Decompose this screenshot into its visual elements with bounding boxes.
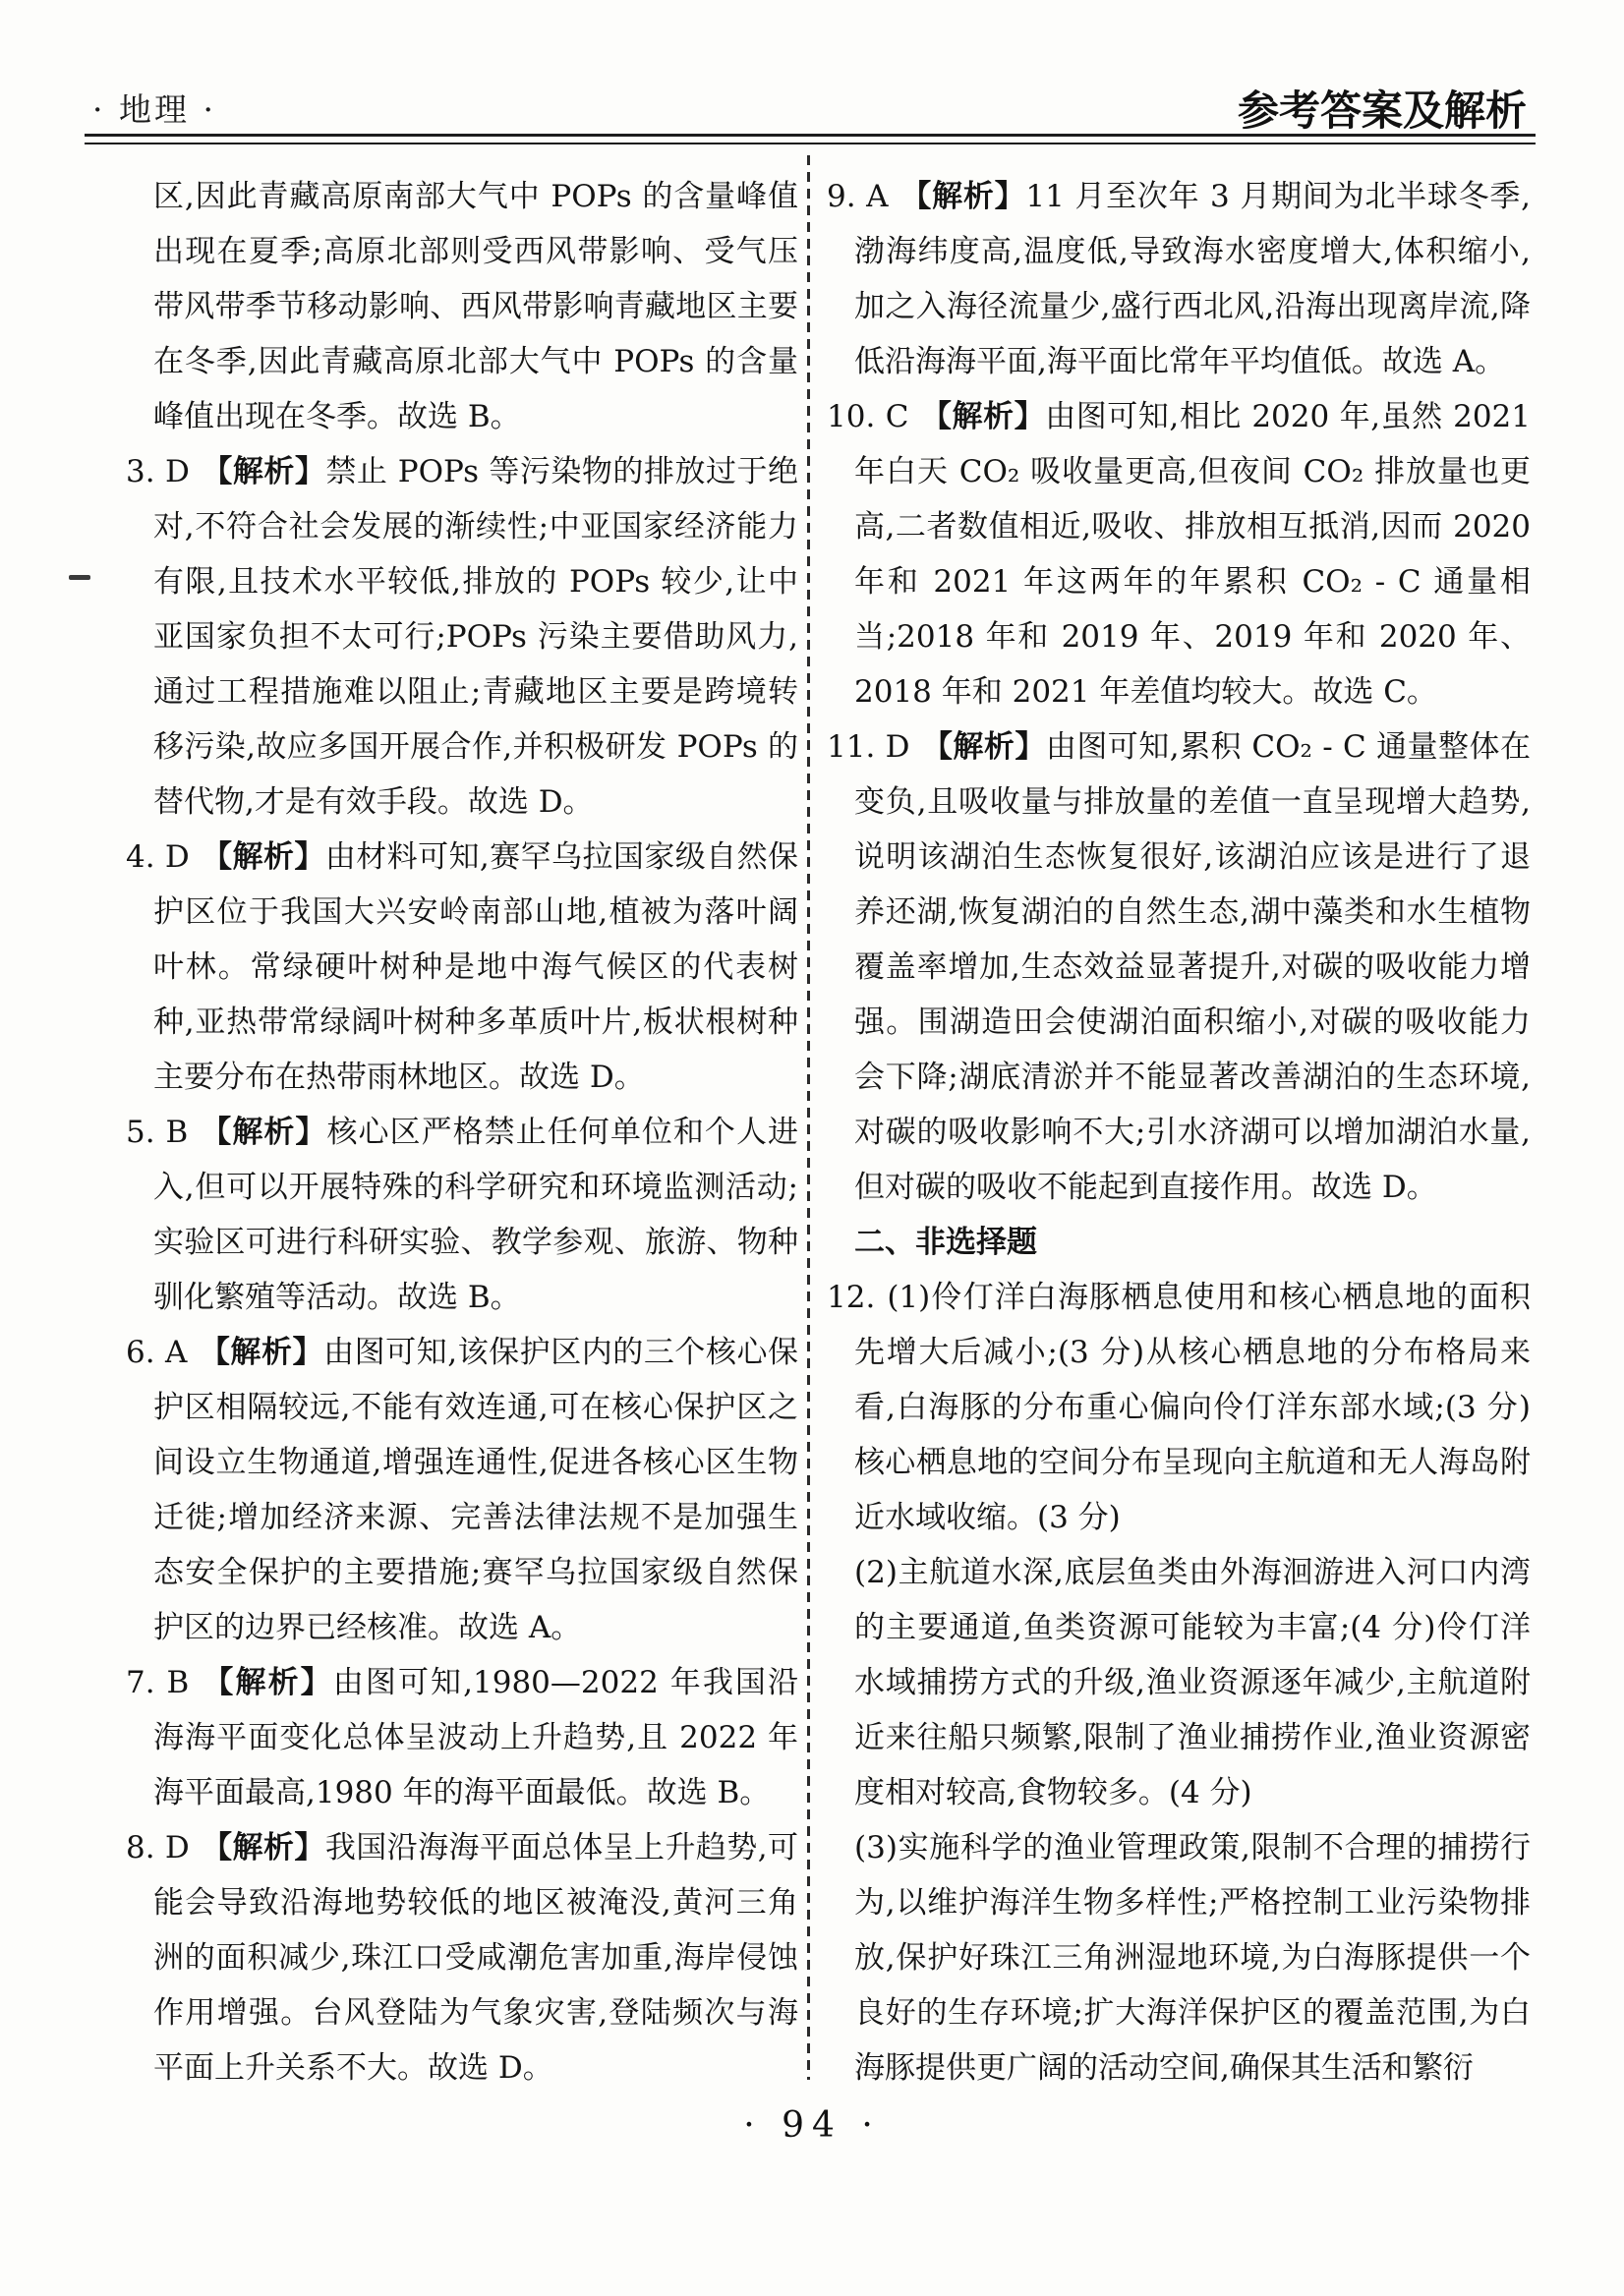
answer-item-12-part1 <box>827 1270 1531 1545</box>
analysis-marker: 【解析】 <box>201 839 325 875</box>
answer-item-9 <box>827 169 1531 389</box>
answer-text: (3)实施科学的渔业管理政策,限制不合理的捕捞行为,以维护海洋生物多样性;严格控制工业污染物排放,保护好珠江三角洲湿地环境,为白海豚提供一个良好的生存环境;扩大海洋保护区的覆盖范围,为白海豚提供更广阔的活动空间,确保其生活和繁衍 <box>854 1830 1531 2086</box>
analysis-marker: 【解析】 <box>199 1335 324 1370</box>
answer-item-8 <box>126 1820 798 2095</box>
answer-number: 9. A <box>827 179 889 214</box>
right-column <box>827 169 1531 2095</box>
analysis-marker: 【解析】 <box>201 454 326 489</box>
section-header-non-choice: 二、非选择题 <box>854 1225 1037 1260</box>
answer-text: (1)伶仃洋白海豚栖息使用和核心栖息地的面积先增大后减小;(3 分)从核心栖息地的分布格局来看,白海豚的分布重心偏向伶仃洋东部水域;(3 分)核心栖息地的空间分布呈现向主航道和无人海岛附近水域收缩。(3 分) <box>854 1280 1531 1535</box>
answer-number: 7. B <box>126 1665 190 1700</box>
answer-text: 由图可知,累积 CO₂ - C 通量整体在变负,且吸收量与排放量的差值一直呈现增大趋势,说明该湖泊生态恢复很好,该湖泊应该是进行了退养还湖,恢复湖泊的自然生态,湖中藻类和水生植物覆盖率增加,生态效益显著提升,对碳的吸收能力增强。围湖造田会使湖泊面积缩小,对碳的吸收能力会下降;湖底清淤并不能显著改善湖泊的生态环境,对碳的吸收影响不大;引水济湖可以增加湖泊水量,但对碳的吸收不能起到直接作用。故选 D。 <box>854 729 1531 1205</box>
answer-text: 由图可知,1980—2022 年我国沿海海平面变化总体呈波动上升趋势,且 2022 年海平面最高,1980 年的海平面最低。故选 B。 <box>153 1665 799 1810</box>
answer-text: 由图可知,该保护区内的三个核心保护区相隔较远,不能有效连通,可在核心保护区之间设立生物通道,增强连通性,促进各核心区生物迁徙;增加经济来源、完善法律法规不是加强生态安全保护的主要措施;赛罕乌拉国家级自然保护区的边界已经核准。故选 A。 <box>153 1335 798 1645</box>
answer-text: 由图可知,相比 2020 年,虽然 2021 年白天 CO₂ 吸收量更高,但夜间 CO₂ 排放量也更高,二者数值相近,吸收、排放相互抵消,因而 2020 年和 2021 年这两年的年累积 CO₂ - C 通量相当;2018 年和 2019 年、2019 年和 2020 年、2018 年和 2021 年差值均较大。故选 C。 <box>854 399 1532 710</box>
answer-item-7 <box>126 1655 798 1820</box>
answer-text: 核心区严格禁止任何单位和个人进入,但可以开展特殊的科学研究和环境监测活动;实验区可进行科研实验、教学参观、旅游、物种驯化繁殖等活动。故选 B。 <box>153 1115 799 1315</box>
answer-item-5 <box>126 1105 798 1325</box>
answer-item-10 <box>827 389 1531 719</box>
answer-number: 8. D <box>126 1830 190 1866</box>
answer-item-11 <box>827 719 1531 1215</box>
header-double-rule <box>85 134 1536 144</box>
page-title: 参考答案及解析 <box>1237 86 1527 135</box>
analysis-marker: 【解析】 <box>201 1830 325 1866</box>
analysis-marker: 【解析】 <box>201 1665 333 1700</box>
answer-item-4 <box>126 830 798 1105</box>
answer-number: 4. D <box>126 839 190 875</box>
answer-text: 禁止 POPs 等污染物的排放过于绝对,不符合社会发展的渐续性;中亚国家经济能力有限,且技术水平较低,排放的 POPs 较少,让中亚国家负担不太可行;POPs 污染主要借助风力,通过工程措施难以阻止;青藏地区主要是跨境转移污染,故应多国开展合作,并积极研发 POPs 的替代物,才是有效手段。故选 D。 <box>153 454 798 820</box>
left-column <box>126 169 798 2095</box>
answer-text: 我国沿海海平面总体呈上升趋势,可能会导致沿海地势较低的地区被淹没,黄河三角洲的面积减少,珠江口受咸潮危害加重,海岸侵蚀作用增强。台风登陆为气象灾害,登陆频次与海平面上升关系不大。故选 D。 <box>153 1830 798 2086</box>
answer-item-12-part2 <box>827 1545 1531 1820</box>
answer-number: 6. A <box>126 1335 188 1370</box>
answer-number: 3. D <box>126 454 190 489</box>
answer-number: 5. B <box>126 1115 189 1150</box>
header-subject-label: · 地理 · <box>92 90 216 129</box>
answer-text: 由材料可知,赛罕乌拉国家级自然保护区位于我国大兴安岭南部山地,植被为落叶阔叶林。常绿硬叶树种是地中海气候区的代表树种,亚热带常绿阔叶树种多革质叶片,板状根树种主要分布在热带雨林地区。故选 D。 <box>153 839 798 1095</box>
analysis-marker: 【解析】 <box>200 1115 327 1150</box>
analysis-marker: 【解析】 <box>899 179 1026 214</box>
answer-item-12-part3 <box>827 1820 1531 2095</box>
answer-text: (2)主航道水深,底层鱼类由外海洄游进入河口内湾的主要通道,鱼类资源可能较为丰富;(4 分)伶仃洋水域捕捞方式的升级,渔业资源逐年减少,主航道附近来往船只频繁,限制了渔业捕捞作业,渔业资源密度相对较高,食物较多。(4 分) <box>854 1555 1531 1810</box>
answer-number: 11. D <box>827 729 910 765</box>
column-divider-dashed <box>807 155 810 2080</box>
answer-text: 区,因此青藏高原南部大气中 POPs 的含量峰值出现在夏季;高原北部则受西风带影响、受气压带风带季节移动影响、西风带影响青藏地区主要在冬季,因此青藏高原北部大气中 POPs 的含量峰值出现在冬季。故选 B。 <box>153 179 798 434</box>
answer-item-6 <box>126 1325 798 1655</box>
answer-text: 11 月至次年 3 月期间为北半球冬季,渤海纬度高,温度低,导致海水密度增大,体积缩小,加之入海径流量少,盛行西北风,沿海出现离岸流,降低沿海海平面,海平面比常年平均值低。故选 A。 <box>854 179 1532 379</box>
analysis-marker: 【解析】 <box>921 729 1046 765</box>
page-number: · 94 · <box>743 2105 881 2146</box>
margin-scan-mark <box>69 575 90 580</box>
answer-number: 12. <box>827 1280 876 1315</box>
analysis-marker: 【解析】 <box>920 399 1046 434</box>
answer-item-3 <box>126 444 798 830</box>
answer-number: 10. C <box>827 399 909 434</box>
answer-item-2-continued <box>126 169 798 444</box>
